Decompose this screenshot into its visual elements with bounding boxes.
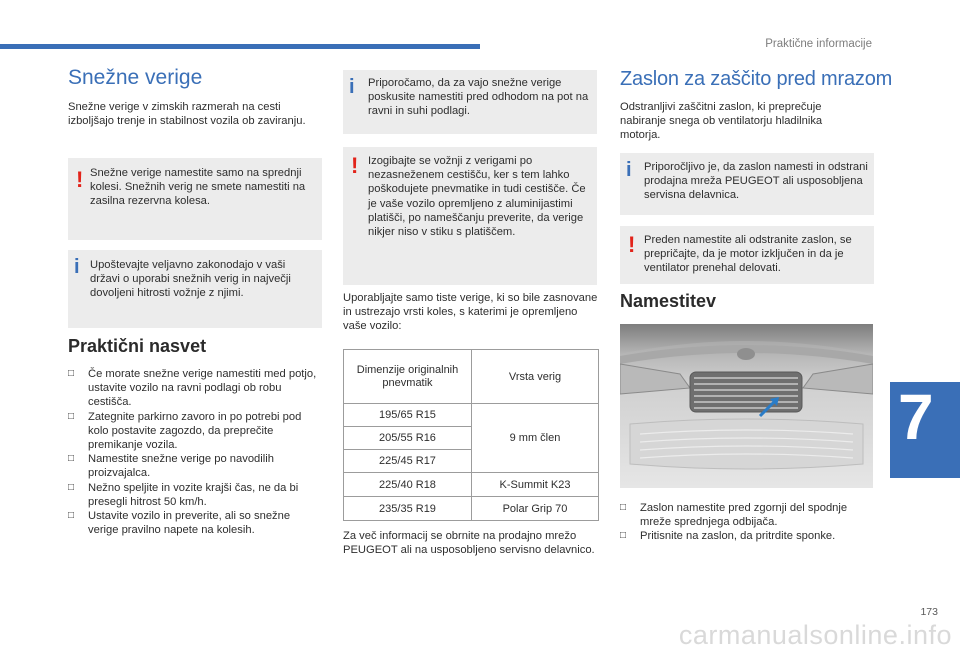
table-cell-size: 225/40 R18 [344,473,472,497]
frost-screen-intro: Odstranljivi zaščitni zaslon, ki preprečuje nabiranje snega ob ventilatorju hladilnika motorja. [620,101,823,142]
table-cell-size: 205/55 R16 [344,427,472,450]
warning-text: Snežne verige namestite samo na sprednji kolesi. Snežnih verig ne smete namestiti na zasilna rezervna kolesa. [90,167,306,208]
snow-chains-intro: Snežne verige v zimskih razmerah na cesti izboljšajo trenje in stabilnost vozila ob zaviranju. [68,101,306,128]
grille-drawing [620,324,873,488]
table-row [344,497,599,521]
tips-list [68,367,320,537]
page-number: 173 [920,606,938,618]
info-box-dealer [620,153,874,215]
table-cell-size: 195/65 R15 [344,404,472,427]
section-header: Praktične informacije [765,38,872,50]
list-item: □ Namestite snežne verige po navodilih proizvajalca. [68,453,274,480]
usage-text: Uporabljajte samo tiste verige, ki so bile zasnovane in ustrezajo vrsti koles, s katerimi je opremljeno vaše vozilo: [343,292,598,333]
practical-tip-heading: Praktični nasvet [68,336,207,356]
checkbox-bullet-icon: □ [620,502,627,513]
checkbox-bullet-icon: □ [68,410,75,422]
info-icon: i [349,76,355,98]
watermark: carmanualsonline.info [678,620,952,650]
list-item: □ Ustavite vozilo in preverite, ali so snežne verige pravilno napete na kolesih. [68,510,291,537]
table-row [344,473,599,497]
table-cell-chain: K-Summit K23 [472,473,599,497]
warning-box-road [343,147,597,285]
info-box-practice [343,70,597,134]
exclamation-icon: ! [351,153,359,178]
list-item: □ Zategnite parkirno zavoro in po potrebi pod kolo postavite zagozdo, da preprečite premikanje vozila. [68,410,302,452]
install-steps-list [620,501,870,544]
checkbox-bullet-icon: □ [68,368,75,379]
info-text: Upoštevajte veljavno zakonodajo v vaši državi o uporabi snežnih verig in največji dovoljeni hitrosti vožnje z njimi. [90,259,291,300]
chapter-number: 7 [898,381,934,453]
table-cell-chain: 9 mm člen [472,404,599,473]
info-text: Priporočljivo je, da zaslon namesti in odstrani prodajna mreža PEUGEOT ali usposobljena servisna delavnica. [644,161,868,202]
list-item: □ Zaslon namestite pred zgornji del spodnje mreže sprednjega odbijača. [620,502,848,529]
exclamation-icon: ! [628,232,636,257]
list-item: □ Pritisnite na zaslon, da pritrdite sponke. [620,530,836,543]
more-info-text: Za več informacij se obrnite na prodajno mrežo PEUGEOT ali na usposobljeno servisno delavnico. [343,530,595,557]
car-grille-illustration [620,324,873,488]
list-item: □ Če morate snežne verige namestiti med potjo, ustavite vozilo na ravni podlagi ob robu cestišča. [68,368,317,409]
frost-screen-title: Zaslon za zaščito pred mrazom [620,68,893,90]
table-header-row [344,350,599,404]
table-cell-chain: Polar Grip 70 [472,497,599,521]
top-accent-bar [0,44,480,49]
snow-chains-title: Snežne verige [68,66,203,89]
table-cell-size: 235/35 R19 [344,497,472,521]
checkbox-bullet-icon: □ [68,481,75,493]
table-row [344,404,599,427]
chains-table [343,349,599,521]
info-icon: i [74,256,80,278]
table-header-size: Dimenzije originalnih pnevmatik [344,350,472,404]
table-header-chain: Vrsta verig [472,350,599,404]
info-icon: i [626,159,632,181]
installation-heading: Namestitev [620,291,717,311]
exclamation-icon: ! [76,167,84,192]
warning-text: Preden namestite ali odstranite zaslon, se prepričajte, da je motor izključen in da je ventilator prenehal delovati. [644,234,852,275]
info-box-legislation [68,250,322,328]
table-cell-size: 225/45 R17 [344,450,472,473]
warning-box-front-wheels [68,158,322,240]
warning-text: Izogibajte se vožnji z verigami po nezasneženem cestišču, ker s tem lahko poškodujete pnevmatike in tudi cestišče. Če je vaše vozilo opremljeno z aluminijastimi platišči, po nameščanju preverite, da verige nikjer niso v stiku s platiščem. [368,155,586,239]
checkbox-bullet-icon: □ [620,530,627,542]
checkbox-bullet-icon: □ [68,510,75,522]
list-item: □ Nežno speljite in vozite krajši čas, ne da bi presegli hitrost 50 km/h. [68,481,299,508]
info-text: Priporočamo, da za vajo snežne verige poskusite namestiti pred odhodom na pot na ravni in suhi podlagi. [368,77,589,118]
chapter-tab [890,382,960,478]
warning-box-engine [620,226,874,284]
checkbox-bullet-icon: □ [68,453,75,465]
